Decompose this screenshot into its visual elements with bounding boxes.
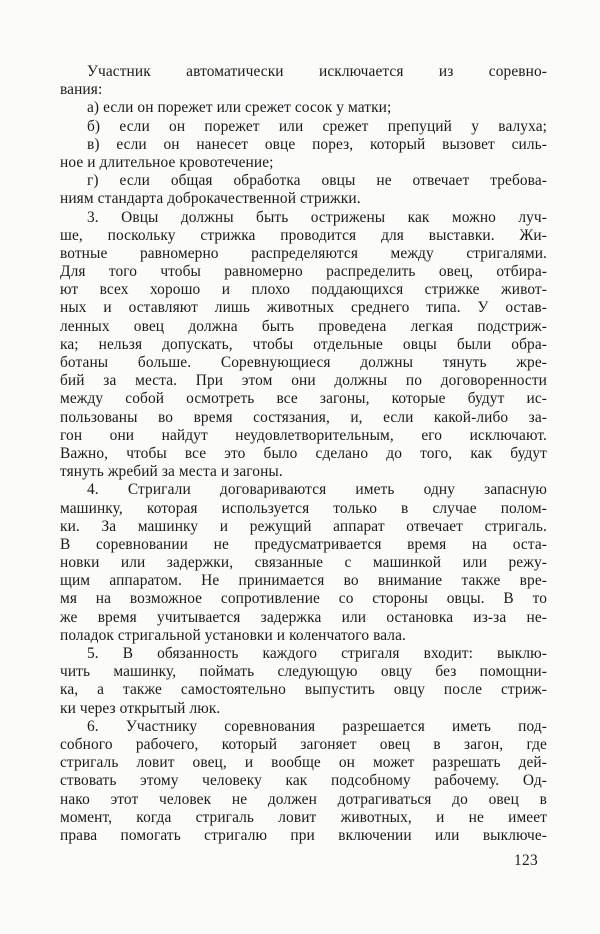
- text-line: бий за места. При этом они должны по договоренности: [60, 372, 547, 390]
- text-line: мя на возможное сопротивление со стороны овцы. В то: [60, 590, 547, 608]
- text-line: гон они найдут неудовлетворительным, его исключают.: [60, 426, 547, 444]
- text-line: права помогать стригалю при включении или выключе-: [60, 826, 547, 844]
- page-number: 123: [514, 852, 538, 869]
- text-line: вания:: [60, 81, 103, 99]
- text-line: ки через открытый люк.: [60, 699, 221, 717]
- text-line: между собой осмотреть все загоны, которые будут ис-: [60, 390, 547, 408]
- text-line: новки или задержки, связанные с машинкой или режу-: [60, 554, 547, 572]
- text-line: момент, когда стригаль ловит животных, и не имеет: [60, 808, 547, 826]
- text-line: ют всех хорошо и плохо поддающихся стрижке живот-: [60, 281, 547, 299]
- text-line: нако этот человек не должен дотрагиваться до овец в: [60, 790, 547, 808]
- paragraph-6-start: 6. Участнику соревнования разрешается иметь под-: [87, 717, 547, 735]
- paragraph-5-start: 5. В обязанность каждого стригаля входит: выклю-: [87, 645, 547, 662]
- paragraph-3-start: 3. Овцы должны быть острижены как можно луч-: [87, 208, 547, 226]
- list-item-b: б) если он порежет или срежет препуций у валуха;: [87, 117, 547, 135]
- body-text: [60, 63, 547, 845]
- text-line: ниям стандарта доброкачественной стрижки.: [60, 190, 361, 208]
- text-line: ных и оставляют лишь животных среднего типа. У остав-: [60, 299, 547, 317]
- list-item-d: г) если общая обработка овцы не отвечает требова-: [87, 172, 547, 190]
- text-line: поладок стригальной установки и коленчатого вала.: [60, 626, 406, 644]
- text-line: же время учитывается задержка или остановка из-за не-: [60, 608, 547, 626]
- text-line: пользованы во время состязания, и, если какой-либо за-: [60, 408, 547, 426]
- list-item-a: а) если он порежет или срежет сосок у матки;: [87, 99, 392, 117]
- text-line: Для того чтобы равномерно распределить овец, отбира-: [60, 263, 547, 281]
- text-line: ствовать этому человеку как подсобному рабочему. Од-: [60, 772, 547, 790]
- paragraph-4-start: 4. Стригали договариваются иметь одну запасную: [87, 481, 547, 499]
- text-line: ленных овец должна быть проведена легкая подстриж-: [60, 317, 547, 335]
- text-line: В соревновании не предусматривается время на оста-: [60, 535, 547, 553]
- list-item-c: в) если он нанесет овце порез, который вызовет силь-: [87, 135, 547, 153]
- text-line: вотные равномерно распределяются между стригалями.: [60, 244, 547, 262]
- text-line: Важно, чтобы все это было сделано до того, как будут: [60, 444, 547, 462]
- text-line: чить машинку, поймать следующую овцу без помощни-: [60, 663, 547, 681]
- text-line: стригаль ловит овец, и вообще он может разрешать дей-: [60, 754, 547, 772]
- text-line: ка; нельзя допускать, чтобы отдельные овцы были обра-: [60, 335, 547, 353]
- text-line: ки. За машинку и режущий аппарат отвечает стригаль.: [60, 517, 547, 535]
- text-line: Участник автоматически исключается из соревно-: [87, 63, 547, 80]
- text-line: машинку, которая используется только в случае полом-: [60, 499, 547, 517]
- text-line: тянуть жребий за места и загоны.: [60, 463, 283, 481]
- text-line: ботаны больше. Соревнующиеся должны тянуть жре-: [60, 354, 547, 371]
- text-line: щим аппаратом. Не принимается во внимание также вре-: [60, 572, 547, 590]
- text-line: ное и длительное кровотечение;: [60, 153, 274, 171]
- text-line: ка, а также самостоятельно выпустить овцу после стриж-: [60, 681, 547, 699]
- text-line: собного рабочего, который загоняет овец в загон, где: [60, 735, 547, 753]
- text-line: ше, поскольку стрижка проводится для выставки. Жи-: [60, 226, 547, 244]
